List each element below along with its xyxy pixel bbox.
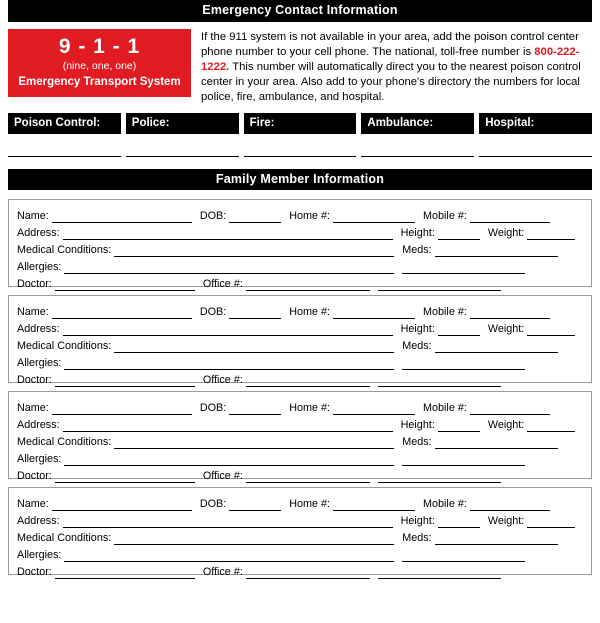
field-office-number[interactable]	[246, 374, 370, 387]
field-address[interactable]	[63, 227, 393, 240]
row-medical-conditions	[17, 528, 583, 545]
field-doctor[interactable]	[55, 278, 195, 291]
label-height: Height:	[400, 323, 435, 336]
field-allergies[interactable]	[64, 357, 394, 370]
field-allergies-continued[interactable]	[402, 549, 525, 562]
label-mobile-number: Mobile #:	[423, 210, 467, 223]
label-office-number: Office #:	[202, 374, 243, 387]
field-weight[interactable]	[527, 515, 575, 528]
label-mobile-number: Mobile #:	[423, 306, 467, 319]
field-height[interactable]	[438, 515, 480, 528]
label-office-number: Office #:	[202, 470, 243, 483]
contact-label-hospital: Hospital:	[479, 113, 592, 134]
row-doctor	[17, 466, 583, 483]
field-mobile-number[interactable]	[470, 306, 550, 319]
field-name[interactable]	[52, 498, 192, 511]
row-name	[17, 398, 583, 415]
label-dob: DOB:	[199, 210, 227, 223]
row-allergies	[17, 545, 583, 562]
field-medical-conditions[interactable]	[114, 436, 394, 449]
field-allergies[interactable]	[64, 549, 394, 562]
label-meds: Meds:	[402, 436, 432, 449]
field-dob[interactable]	[229, 498, 281, 511]
label-allergies: Allergies:	[17, 453, 62, 466]
field-home-number[interactable]	[333, 210, 415, 223]
field-medical-conditions[interactable]	[114, 244, 394, 257]
field-mobile-number[interactable]	[470, 402, 550, 415]
label-meds: Meds:	[402, 244, 432, 257]
label-allergies: Allergies:	[17, 357, 62, 370]
label-name: Name:	[17, 306, 49, 319]
contact-label-police: Police:	[126, 113, 239, 134]
label-address: Address:	[17, 227, 60, 240]
field-dob[interactable]	[229, 306, 281, 319]
label-weight: Weight:	[487, 323, 525, 336]
field-address[interactable]	[63, 323, 393, 336]
field-height[interactable]	[438, 323, 480, 336]
field-office-number-continued[interactable]	[378, 374, 501, 387]
label-mobile-number: Mobile #:	[423, 402, 467, 415]
instructions-part-1: If the 911 system is not available in your area, add the poison control center phone number to your cell phone. The national, toll-free number is	[201, 30, 579, 58]
contact-line-fire[interactable]	[244, 156, 357, 157]
field-home-number[interactable]	[333, 402, 415, 415]
field-office-number-continued[interactable]	[378, 470, 501, 483]
label-doctor: Doctor:	[17, 470, 52, 483]
family-member-card	[8, 199, 592, 291]
row-allergies	[17, 449, 583, 466]
label-allergies: Allergies:	[17, 549, 62, 562]
contact-line-hospital[interactable]	[479, 156, 592, 157]
label-medical-conditions: Medical Conditions:	[17, 532, 112, 545]
label-doctor: Doctor:	[17, 374, 52, 387]
badge-number: 9 - 1 - 1	[58, 34, 141, 58]
emergency-info-row	[8, 29, 592, 105]
family-member-card	[8, 295, 592, 387]
label-mobile-number: Mobile #:	[423, 498, 467, 511]
emergency-911-badge	[8, 29, 191, 97]
field-dob[interactable]	[229, 210, 281, 223]
label-office-number: Office #:	[202, 566, 243, 579]
field-address[interactable]	[63, 515, 393, 528]
field-meds[interactable]	[435, 244, 558, 257]
label-home-number: Home #:	[289, 306, 331, 319]
section-header-family-member: Family Member Information	[8, 169, 592, 191]
row-name	[17, 206, 583, 223]
instructions-part-2: This number will automatically direct you to the nearest poison control center in your area. Also add to your phone's directory the numbers for local police, fire, ambulance, and hospital.	[201, 60, 581, 103]
label-doctor: Doctor:	[17, 566, 52, 579]
row-address	[17, 415, 583, 432]
family-member-card	[8, 487, 592, 579]
field-mobile-number[interactable]	[470, 498, 550, 511]
field-office-number[interactable]	[246, 566, 370, 579]
contact-line-ambulance[interactable]	[361, 156, 474, 157]
contact-line-police[interactable]	[126, 156, 239, 157]
field-mobile-number[interactable]	[470, 210, 550, 223]
field-allergies-continued[interactable]	[402, 453, 525, 466]
field-office-number-continued[interactable]	[378, 278, 501, 291]
row-medical-conditions	[17, 432, 583, 449]
contact-label-ambulance: Ambulance:	[361, 113, 474, 134]
field-dob[interactable]	[229, 402, 281, 415]
label-height: Height:	[400, 227, 435, 240]
label-meds: Meds:	[402, 340, 432, 353]
contact-label-fire: Fire:	[244, 113, 357, 134]
row-name	[17, 494, 583, 511]
label-name: Name:	[17, 498, 49, 511]
field-meds[interactable]	[435, 340, 558, 353]
field-allergies[interactable]	[64, 261, 394, 274]
field-weight[interactable]	[527, 227, 575, 240]
field-doctor[interactable]	[55, 374, 195, 387]
label-address: Address:	[17, 323, 60, 336]
label-meds: Meds:	[402, 532, 432, 545]
field-doctor[interactable]	[55, 470, 195, 483]
row-address	[17, 223, 583, 240]
field-allergies-continued[interactable]	[402, 261, 525, 274]
label-address: Address:	[17, 515, 60, 528]
contact-write-in-lines	[8, 156, 592, 157]
label-weight: Weight:	[487, 419, 525, 432]
label-home-number: Home #:	[289, 498, 331, 511]
field-name[interactable]	[52, 210, 192, 223]
label-dob: DOB:	[199, 402, 227, 415]
badge-spoken-number: (nine, one, one)	[62, 59, 137, 72]
field-medical-conditions[interactable]	[114, 340, 394, 353]
row-name	[17, 302, 583, 319]
field-office-number[interactable]	[246, 470, 370, 483]
label-name: Name:	[17, 402, 49, 415]
field-home-number[interactable]	[333, 498, 415, 511]
field-allergies-continued[interactable]	[402, 357, 525, 370]
section-header-emergency-contact: Emergency Contact Information	[8, 0, 592, 22]
row-allergies	[17, 257, 583, 274]
row-address	[17, 319, 583, 336]
label-weight: Weight:	[487, 515, 525, 528]
field-doctor[interactable]	[55, 566, 195, 579]
field-meds[interactable]	[435, 532, 558, 545]
row-medical-conditions	[17, 240, 583, 257]
field-weight[interactable]	[527, 323, 575, 336]
contact-label-poison-control: Poison Control:	[8, 113, 121, 134]
field-height[interactable]	[438, 227, 480, 240]
field-allergies[interactable]	[64, 453, 394, 466]
row-address	[17, 511, 583, 528]
row-medical-conditions	[17, 336, 583, 353]
field-medical-conditions[interactable]	[114, 532, 394, 545]
label-dob: DOB:	[199, 498, 227, 511]
label-height: Height:	[400, 419, 435, 432]
label-dob: DOB:	[199, 306, 227, 319]
family-member-cards	[8, 199, 592, 579]
field-name[interactable]	[52, 306, 192, 319]
field-home-number[interactable]	[333, 306, 415, 319]
row-doctor	[17, 562, 583, 579]
row-allergies	[17, 353, 583, 370]
label-doctor: Doctor:	[17, 278, 52, 291]
field-name[interactable]	[52, 402, 192, 415]
label-medical-conditions: Medical Conditions:	[17, 436, 112, 449]
field-office-number[interactable]	[246, 278, 370, 291]
row-doctor	[17, 370, 583, 387]
field-address[interactable]	[63, 419, 393, 432]
contact-label-bars	[8, 113, 592, 134]
row-doctor	[17, 274, 583, 291]
badge-system-name: Emergency Transport System	[18, 75, 181, 88]
contact-line-poison-control[interactable]	[8, 156, 121, 157]
field-weight[interactable]	[527, 419, 575, 432]
label-name: Name:	[17, 210, 49, 223]
label-home-number: Home #:	[289, 402, 331, 415]
field-height[interactable]	[438, 419, 480, 432]
family-member-card	[8, 391, 592, 483]
label-home-number: Home #:	[289, 210, 331, 223]
label-weight: Weight:	[487, 227, 525, 240]
emergency-instructions	[201, 29, 592, 105]
label-allergies: Allergies:	[17, 261, 62, 274]
label-address: Address:	[17, 419, 60, 432]
field-office-number-continued[interactable]	[378, 566, 501, 579]
poison-control-phone: 800-222-1222.	[201, 45, 580, 73]
label-office-number: Office #:	[202, 278, 243, 291]
label-medical-conditions: Medical Conditions:	[17, 244, 112, 257]
label-medical-conditions: Medical Conditions:	[17, 340, 112, 353]
label-height: Height:	[400, 515, 435, 528]
field-meds[interactable]	[435, 436, 558, 449]
